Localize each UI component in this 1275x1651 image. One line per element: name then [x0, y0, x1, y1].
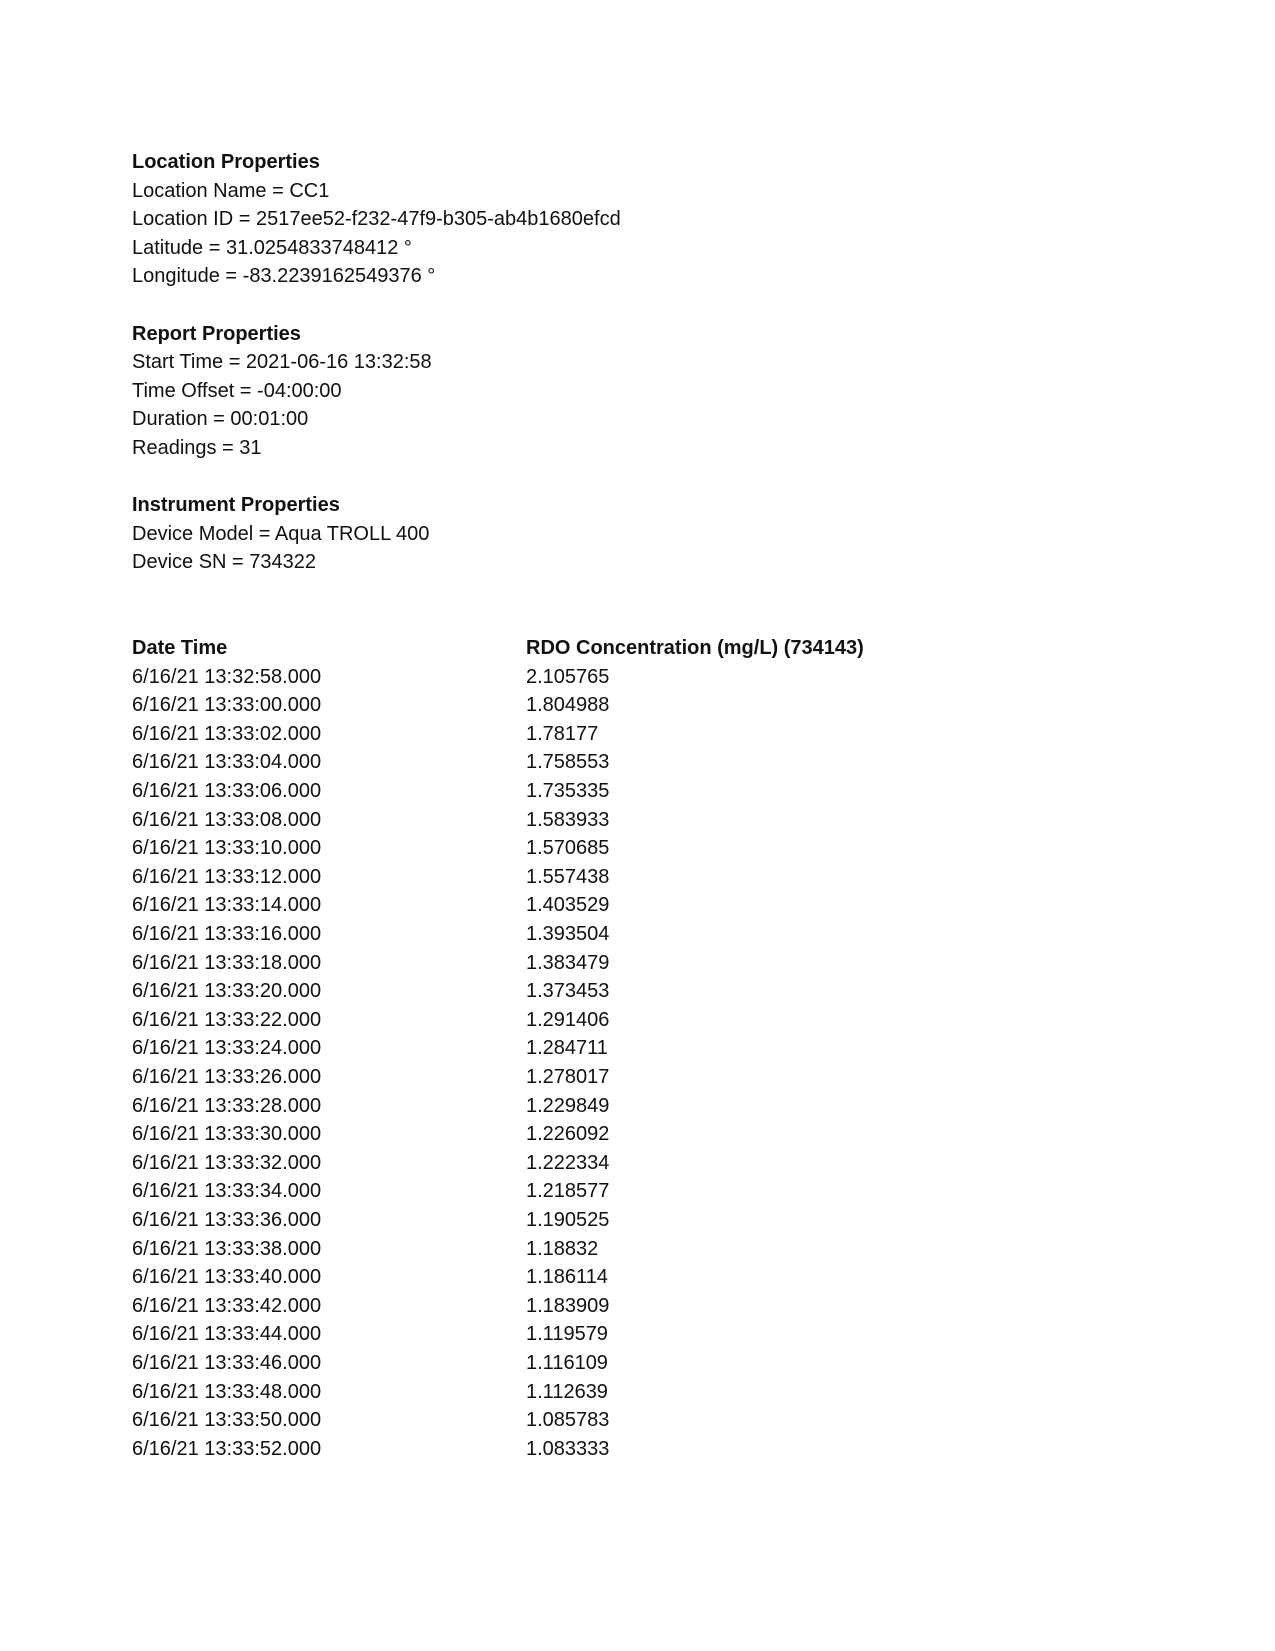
cell-rdo-concentration: 1.583933: [526, 808, 610, 831]
cell-date-time: 6/16/21 13:33:02.000: [132, 722, 322, 745]
section-heading: Location Properties: [132, 151, 320, 173]
table-row: [132, 1349, 1132, 1378]
cell-date-time: 6/16/21 13:33:24.000: [132, 1037, 322, 1060]
cell-date-time: 6/16/21 13:33:04.000: [132, 751, 322, 774]
table-row: [132, 949, 1132, 978]
table-row: [132, 1263, 1132, 1292]
location-name: Location Name = CC1: [132, 179, 330, 202]
cell-date-time: 6/16/21 13:33:00.000: [132, 694, 322, 717]
section-heading: Instrument Properties: [132, 494, 340, 517]
cell-rdo-concentration: 1.119579: [526, 1323, 608, 1346]
cell-date-time: 6/16/21 13:33:36.000: [132, 1208, 322, 1231]
cell-rdo-concentration: 1.112639: [526, 1380, 608, 1403]
cell-date-time: 6/16/21 13:33:30.000: [132, 1123, 322, 1146]
table-row: [132, 806, 1132, 835]
longitude: Longitude = -83.2239162549376 °: [132, 265, 436, 288]
cell-date-time: 6/16/21 13:33:14.000: [132, 894, 322, 917]
spacer: [132, 463, 1132, 492]
table-row: [132, 691, 1132, 720]
table-header-row: [132, 634, 1132, 663]
cell-rdo-concentration: 1.284711: [526, 1037, 608, 1060]
cell-rdo-concentration: 1.403529: [526, 894, 610, 917]
spacer: [132, 291, 1132, 320]
cell-date-time: 6/16/21 13:33:06.000: [132, 780, 322, 803]
cell-rdo-concentration: 1.383479: [526, 951, 610, 974]
report-properties-section: [132, 320, 1132, 463]
cell-rdo-concentration: 1.229849: [526, 1094, 610, 1117]
table-row: [132, 777, 1132, 806]
cell-rdo-concentration: 1.570685: [526, 837, 610, 860]
column-header-date-time: Date Time: [132, 637, 228, 660]
cell-rdo-concentration: 1.557438: [526, 865, 610, 888]
cell-date-time: 6/16/21 13:33:44.000: [132, 1323, 322, 1346]
cell-date-time: 6/16/21 13:33:22.000: [132, 1008, 322, 1031]
table-row: [132, 1006, 1132, 1035]
cell-date-time: 6/16/21 13:33:08.000: [132, 808, 322, 831]
cell-rdo-concentration: 1.758553: [526, 751, 610, 774]
cell-date-time: 6/16/21 13:33:28.000: [132, 1094, 322, 1117]
cell-rdo-concentration: 1.218577: [526, 1180, 610, 1203]
cell-date-time: 6/16/21 13:33:34.000: [132, 1180, 322, 1203]
cell-date-time: 6/16/21 13:33:16.000: [132, 923, 322, 946]
location-id: Location ID = 2517ee52-f232-47f9-b305-ab4b1680efcd: [132, 208, 621, 231]
cell-rdo-concentration: 1.085783: [526, 1409, 610, 1432]
cell-date-time: 6/16/21 13:33:46.000: [132, 1351, 322, 1374]
table-row: [132, 977, 1132, 1006]
cell-rdo-concentration: 1.186114: [526, 1266, 608, 1289]
column-header-rdo-concentration: RDO Concentration (mg/L) (734143): [526, 637, 864, 660]
cell-rdo-concentration: 1.373453: [526, 980, 610, 1003]
table-row: [132, 1120, 1132, 1149]
cell-date-time: 6/16/21 13:33:50.000: [132, 1409, 322, 1432]
cell-rdo-concentration: 1.278017: [526, 1066, 610, 1088]
table-row: [132, 1149, 1132, 1178]
cell-rdo-concentration: 1.190525: [526, 1208, 610, 1231]
table-row: [132, 720, 1132, 749]
cell-rdo-concentration: 1.222334: [526, 1151, 610, 1174]
table-body: [132, 663, 1132, 1464]
table-row: [132, 1092, 1132, 1121]
duration: Duration = 00:01:00: [132, 408, 309, 431]
cell-date-time: 6/16/21 13:33:10.000: [132, 837, 322, 860]
time-offset: Time Offset = -04:00:00: [132, 379, 342, 402]
spacer: [132, 577, 1132, 634]
table-row: [132, 663, 1132, 692]
cell-rdo-concentration: 1.291406: [526, 1008, 610, 1031]
cell-rdo-concentration: 1.804988: [526, 694, 610, 717]
table-row: [132, 1406, 1132, 1435]
cell-rdo-concentration: 1.226092: [526, 1123, 610, 1146]
cell-date-time: 6/16/21 13:33:26.000: [132, 1066, 322, 1088]
table-row: [132, 1435, 1132, 1464]
readings: Readings = 31: [132, 436, 262, 459]
section-heading: Report Properties: [132, 322, 301, 345]
cell-rdo-concentration: 1.18832: [526, 1237, 599, 1260]
cell-date-time: 6/16/21 13:33:20.000: [132, 980, 322, 1003]
location-properties-section: [132, 148, 1132, 291]
cell-rdo-concentration: 1.116109: [526, 1351, 608, 1374]
table-row: [132, 863, 1132, 892]
table-row: [132, 920, 1132, 949]
cell-date-time: 6/16/21 13:32:58.000: [132, 665, 322, 688]
table-row: [132, 1206, 1132, 1235]
table-row: [132, 1235, 1132, 1264]
cell-date-time: 6/16/21 13:33:40.000: [132, 1266, 322, 1289]
cell-date-time: 6/16/21 13:33:18.000: [132, 951, 322, 974]
table-row: [132, 1034, 1132, 1063]
cell-date-time: 6/16/21 13:33:32.000: [132, 1151, 322, 1174]
cell-date-time: 6/16/21 13:33:38.000: [132, 1237, 322, 1260]
table-row: [132, 834, 1132, 863]
instrument-properties-section: [132, 491, 1132, 577]
document-page: [132, 148, 1132, 1463]
table-row: [132, 1292, 1132, 1321]
cell-rdo-concentration: 1.735335: [526, 780, 610, 803]
cell-date-time: 6/16/21 13:33:48.000: [132, 1380, 322, 1403]
latitude: Latitude = 31.0254833748412 °: [132, 236, 412, 259]
readings-table: [132, 634, 1132, 1463]
table-row: [132, 1320, 1132, 1349]
table-row: [132, 1378, 1132, 1407]
table-row: [132, 891, 1132, 920]
cell-date-time: 6/16/21 13:33:12.000: [132, 865, 322, 888]
cell-rdo-concentration: 1.083333: [526, 1437, 610, 1460]
table-row: [132, 1063, 1132, 1092]
cell-rdo-concentration: 1.393504: [526, 923, 610, 946]
cell-rdo-concentration: 1.78177: [526, 722, 599, 745]
start-time: Start Time = 2021-06-16 13:32:58: [132, 351, 432, 374]
device-model: Device Model = Aqua TROLL 400: [132, 522, 430, 545]
device-sn: Device SN = 734322: [132, 551, 317, 574]
cell-date-time: 6/16/21 13:33:42.000: [132, 1294, 322, 1317]
cell-rdo-concentration: 2.105765: [526, 665, 610, 688]
cell-rdo-concentration: 1.183909: [526, 1294, 610, 1317]
cell-date-time: 6/16/21 13:33:52.000: [132, 1437, 322, 1460]
table-row: [132, 748, 1132, 777]
table-row: [132, 1177, 1132, 1206]
